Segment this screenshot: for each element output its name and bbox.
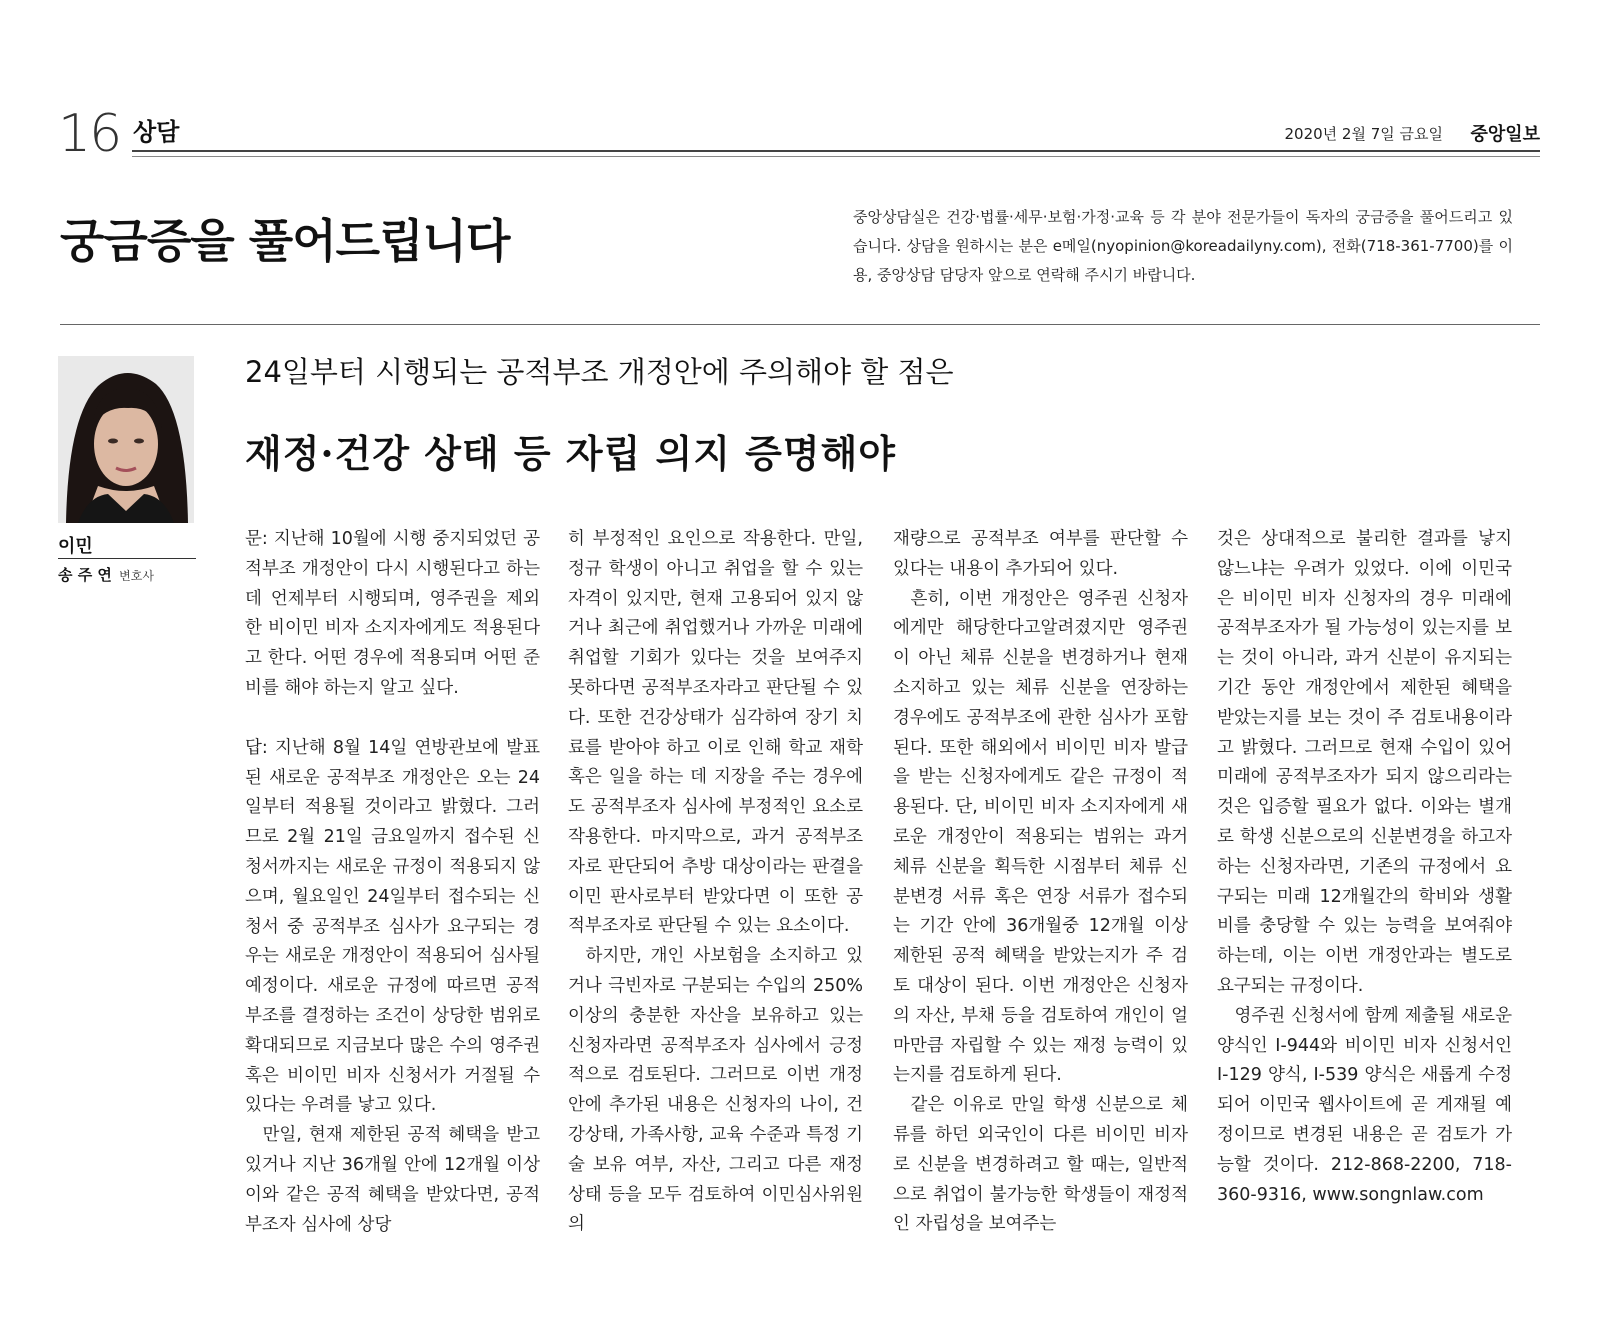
article-column-2 [568, 525, 863, 1240]
header-divider-thin [132, 156, 1540, 157]
article-paragraph: 것은 상대적으로 불리한 결과를 낳지 않느냐는 우려가 있었다. 이에 이민국은 비이민 비자 신청자의 경우 미래에 공적부조자가 될 가능성이 있는지를 보는 것이 아니라, 과거 신분이 유지되는 기간 동안 개정안에서 제한된 혜택을 받았는지를 보는 것이 주 검토내용이라고 밝혔다. 그러므로 현재 수입이 있어 미래에 공적부조자가 되지 않으리라는 것은 입증할 필요가 없다. 이와는 별개로 학생 신분으로의 신분변경을 하고자 하는 신청자라면, 기존의 규정에서 요구되는 미래 12개월간의 학비와 생활비를 충당할 수 있는 능력을 보여줘야 하는데, 이는 이번 개정안과는 별도로 요구되는 규정이다. [1217, 529, 1512, 996]
article-headline: 재정·건강 상태 등 자립 의지 증명해야 [245, 431, 896, 476]
article-paragraph: 답: 지난해 8월 14일 연방관보에 발표된 새로운 공적부조 개정안은 오는 24일부터 적용될 것이라고 밝혔다. 그러므로 2월 21일 금요일까지 접수된 신청서까지는 새로운 규정이 적용되지 않으며, 월요일인 24일부터 접수되는 신청서 중 공적부조 심사가 요구되는 경우는 새로운 개정안이 적용되어 심사될 예정이다. 새로운 규정에 따르면 공적부조를 결정하는 조건이 상당한 범위로 확대되므로 지금보다 많은 수의 영주권 혹은 비이민 비자 신청서가 거절될 수 있다는 우려를 낳고 있다. [245, 737, 540, 1116]
page-number: 16 [58, 104, 121, 164]
author-divider [58, 558, 196, 559]
banner-description: 중앙상담실은 건강·법률·세무·보험·가정·교육 등 각 분야 전문가들이 독자의 궁금증을 풀어드리고 있습니다. 상담을 원하시는 분은 e메일(nyopinion@koreadailyny.com), 전화(718-361-7700)를 이용, 중앙상담 담당자 앞으로 연락해 주시기 바랍니다. [853, 208, 1513, 284]
author-name: 송 주 연 [58, 566, 112, 584]
article-paragraph: 히 부정적인 요인으로 작용한다. 만일, 정규 학생이 아니고 취업을 할 수 있는 자격이 있지만, 현재 고용되어 있지 않거나 최근에 취업했거나 가까운 미래에 취업할 기회가 있다는 것을 보여주지 못하다면 공적부조자라고 판단될 수 있다. 또한 건강상태가 심각하여 장기 치료를 받아야 하고 이로 인해 학교 재학 혹은 일을 하는 데 지장을 주는 경우에도 공적부조자 심사에 부정적인 요소로 작용한다. 마지막으로, 과거 공적부조자로 판단되어 추방 대상이라는 판결을 이민 판사로부터 받았다면 이 또한 공적부조자로 판단될 수 있는 요소이다. [568, 529, 863, 937]
author-category: 이민 [58, 536, 93, 557]
author-title: 변호사 [119, 569, 154, 583]
banner-title: 궁금증을 풀어드립니다 [60, 214, 510, 268]
author-photo [58, 356, 194, 523]
newspaper-logo: 중앙일보 [1470, 124, 1540, 145]
author-portrait-image [58, 356, 194, 523]
article-column-4 [1217, 525, 1512, 1210]
section-label: 상담 [133, 118, 180, 146]
header-divider [132, 150, 1540, 152]
article-column-1 [245, 525, 540, 1240]
article-paragraph: 재량으로 공적부조 여부를 판단할 수 있다는 내용이 추가되어 있다. [893, 529, 1188, 579]
article-paragraph: 흔히, 이번 개정안은 영주권 신청자에게만 해당한다고알려졌지만 영주권이 아닌 체류 신분을 변경하거나 현재 소지하고 있는 체류 신분을 연장하는 경우에도 공적부조에 관한 심사가 포함된다. 또한 해외에서 비이민 비자 발급을 받는 신청자에게도 같은 규정이 적용된다. 단, 비이민 비자 소지자에게 새로운 개정안이 적용되는 범위는 과거 체류 신분을 획득한 시점부터 체류 신분변경 서류 혹은 연장 서류가 접수되는 기간 안에 36개월중 12개월 이상 제한된 공적 혜택을 받았는지가 주 검토 대상이 된다. 이번 개정안은 신청자의 자산, 부채 등을 검토하여 개인이 얼마만큼 자립할 수 있는 재정 능력이 있는지를 검토하게 된다. [893, 588, 1188, 1086]
article-column-3 [893, 525, 1188, 1240]
article-paragraph: 문: 지난해 10월에 시행 중지되었던 공적부조 개정안이 다시 시행된다고 하는데 언제부터 시행되며, 영주권을 제외한 비이민 비자 소지자에게도 적용된다고 한다. 어떤 경우에 적용되며 어떤 준비를 해야 하는지 알고 싶다. [245, 529, 540, 698]
author-byline [58, 564, 154, 585]
article-kicker: 24일부터 시행되는 공적부조 개정안에 주의해야 할 점은 [245, 355, 954, 389]
article-paragraph: 영주권 신청서에 함께 제출될 새로운 양식인 I-944와 비이민 비자 신청서인 I-129 양식, I-539 양식은 새롭게 수정되어 이민국 웹사이트에 곧 게재될 예정이므로 변경된 내용은 곧 검토가 가능할 것이다. 212-868-2200, 718-360-9316, www.songnlaw.com [1217, 1005, 1512, 1205]
issue-date: 2020년 2월 7일 금요일 [1284, 125, 1443, 143]
article-paragraph: 만일, 현재 제한된 공적 혜택을 받고 있거나 지난 36개월 안에 12개월 이상 이와 같은 공적 혜택을 받았다면, 공적부조자 심사에 상당 [245, 1125, 540, 1235]
article-paragraph: 하지만, 개인 사보험을 소지하고 있거나 극빈자로 구분되는 수입의 250% 이상의 충분한 자산을 보유하고 있는 신청자라면 공적부조자 심사에서 긍정적으로 검토된다. 그러므로 이번 개정안에 추가된 내용은 신청자의 나이, 건강상태, 가족사항, 교육 수준과 특정 기술 보유 여부, 자산, 그리고 다른 재정 상태 등을 모두 검토하여 이민심사위원의 [568, 946, 863, 1235]
banner-divider [60, 324, 1540, 325]
article-paragraph: 같은 이유로 만일 학생 신분으로 체류를 하던 외국인이 다른 비이민 비자로 신분을 변경하려고 할 때는, 일반적으로 취업이 불가능한 학생들이 재정적인 자립성을 보여주는 [893, 1095, 1188, 1235]
